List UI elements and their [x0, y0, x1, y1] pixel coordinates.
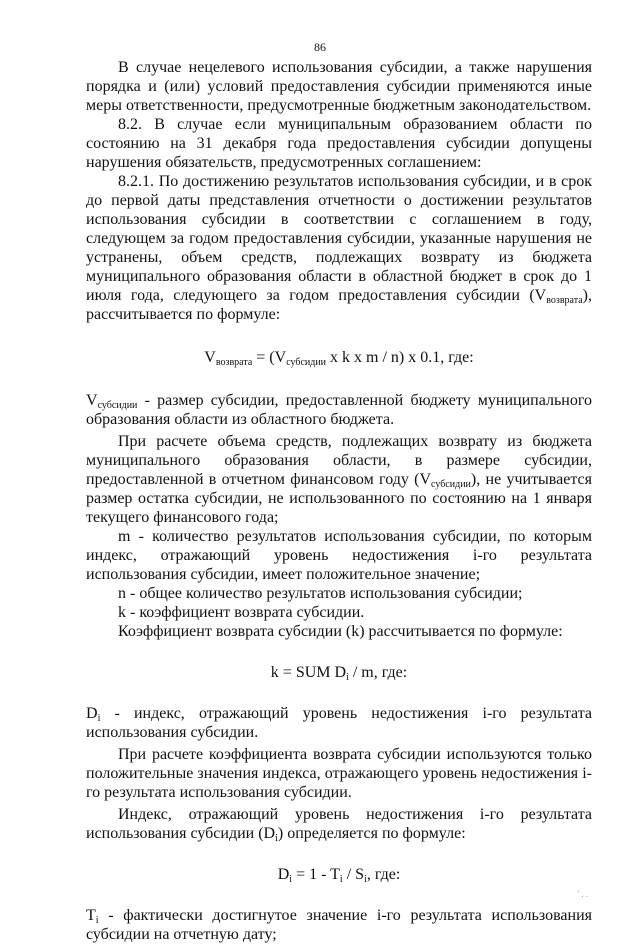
paragraph-index-formula-intro: Индекс, отражающий уровень недостижения i-го результата использования субсидии $(D_i)$ определяется по формуле: [86, 806, 592, 844]
definition-m: m - количество результатов использования субсидии, по которым индекс, отражающий уровень недостижения i-го результата использования субсидии, имеет положительное значение; [86, 528, 592, 583]
paragraph-8-2: 8.2. В случае если муниципальным образованием области по состоянию на 31 декабря года предоставления субсидии допущены нарушения обязательств, предусмотренных соглашением: [86, 116, 592, 171]
document-body [86, 58, 592, 944]
definition-d-i: $D_i$ - индекс, отражающий уровень недостижения i-го результата использования субсидии. [86, 705, 592, 741]
definition-t-i: $T_i$ - фактически достигнутое значение i-го результата использования субсидии на отчетную дату; [86, 907, 592, 943]
formula-v-return: $V_{возврата} = (V_{субсидии}$ x k x m / n) x 0.1, где: [204, 349, 474, 368]
page-number: 86 [314, 40, 326, 54]
scan-mark: ' . . [575, 889, 588, 899]
formula-d-i: $D_i = 1 - T_i / S_i$, где: [277, 866, 401, 885]
paragraph-k-formula-intro: Коэффициент возврата субсидии (k) рассчитывается по формуле: [118, 623, 563, 640]
paragraph-8-2-1: 8.2.1. По достижению результатов использования субсидии, и в срок до первой даты представления отчетности о достижении результатов использования субсидии в соответствии с соглашением в году, следующем за годом предоставления субсидии, указанные нарушения не устранены, объем средств, подлежащих возврату из бюджета муниципального образования области в областной бюджет в срок до 1 июля года, следующего за годом предоставления субсидии $(V_{возврата})$, рассчитывается по формуле: [86, 173, 592, 323]
definition-k: k - коэффициент возврата субсидии. [118, 604, 365, 621]
formula-k: k = SUM $D_i$ / m, где: [270, 664, 408, 683]
paragraph-calculation-note: При расчете объема средств, подлежащих возврату из бюджета муниципального образования области, в размере субсидии, предоставленной в отчетном финансовом году $(V_{субсидии})$, не учитывается размер остатка субсидии, не использованного по состоянию на 1 января текущего финансового года; [86, 433, 593, 526]
paragraph-positive-values: При расчете коэффициента возврата субсидии используются только положительные значения индекса, отражающего уровень недостижения i-го результата использования субсидии. [86, 746, 592, 801]
definition-v-subsidy: $V_{субсидии}$ - размер субсидии, предоставленной бюджету муниципального образования области из областного бюджета. [86, 392, 592, 428]
paragraph-misuse: В случае нецелевого использования субсидии, а также нарушения порядка и (или) условий предоставления субсидии применяются иные меры ответственности, предусмотренные бюджетным законодательством. [86, 59, 592, 114]
definition-n: n - общее количество результатов использования субсидии; [118, 585, 523, 602]
